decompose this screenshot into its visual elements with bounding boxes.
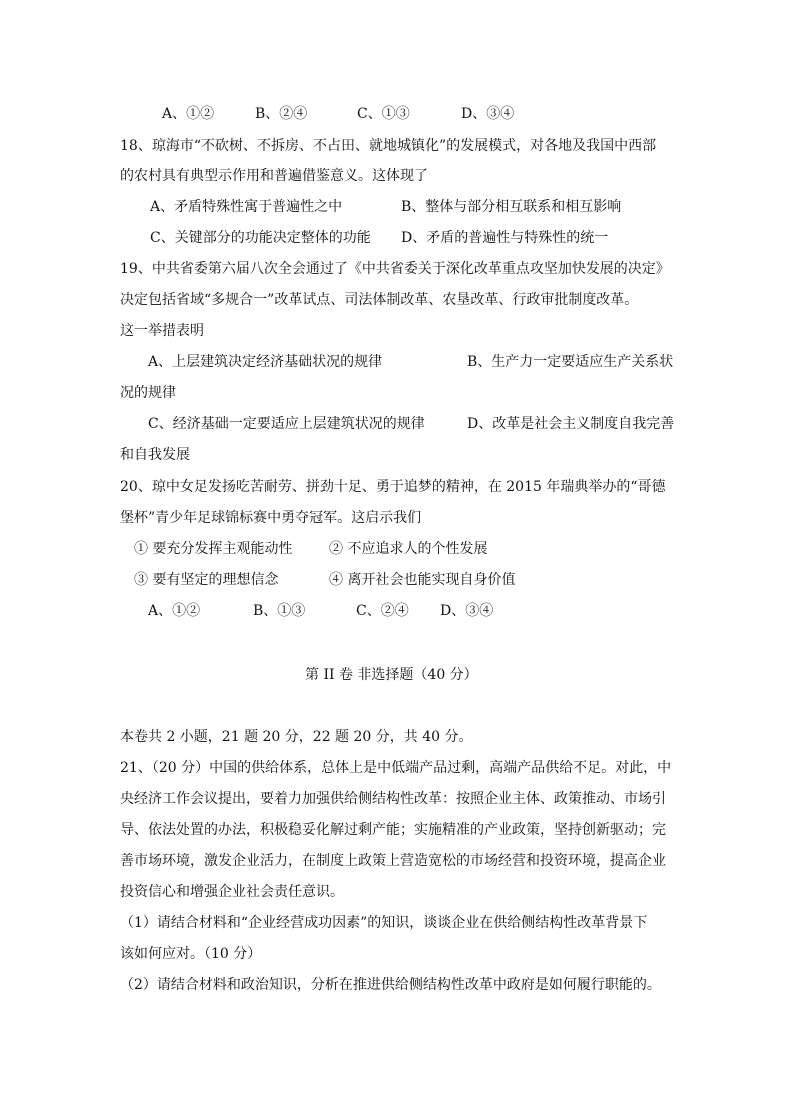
q19-option-d-continuation: 和自我发展 bbox=[120, 447, 190, 463]
q19-stem-line-1: 19、中共省委第六届八次全会通过了《中共省委关于深化改革重点攻坚加快发展的决定》 bbox=[120, 261, 670, 277]
q17-option-c: C、①③ bbox=[357, 106, 410, 122]
q20-statement-4: ④ 离开社会也能实现自身价值 bbox=[329, 572, 516, 588]
q19-option-a: A、上层建筑决定经济基础状况的规律 bbox=[148, 354, 383, 370]
section-2-title: 第 II 卷 非选择题（40 分） bbox=[305, 667, 478, 683]
q20-statement-3: ③ 要有坚定的理想信念 bbox=[134, 572, 279, 588]
q20-option-d: D、③④ bbox=[440, 603, 494, 619]
q21-sub1-line-1: （1）请结合材料和“企业经营成功因素”的知识，谈谈企业在供给侧结构性改革背景下 bbox=[120, 915, 648, 931]
q21-line-2: 央经济工作会议提出，要着力加强供给侧结构性改革：按照企业主体、政策推动、市场引 bbox=[120, 791, 666, 807]
q20-stem-line-1: 20、琼中女足发扬吃苦耐劳、拼劲十足、勇于追梦的精神，在 2015 年瑞典举办的“哥德 bbox=[120, 479, 666, 495]
q18-option-c: C、关键部分的功能决定整体的功能 bbox=[150, 230, 371, 246]
q19-option-b: B、生产力一定要适应生产关系状 bbox=[467, 354, 674, 370]
q18-option-a: A、矛盾特殊性寓于普遍性之中 bbox=[150, 199, 343, 215]
q18-stem-line-1: 18、琼海市“不砍树、不拆房、不占田、就地城镇化”的发展模式，对各地及我国中西部 bbox=[120, 138, 657, 154]
q19-stem-line-3: 这一举措表明 bbox=[120, 323, 204, 339]
q19-option-c: C、经济基础一定要适应上层建筑状况的规律 bbox=[148, 416, 425, 432]
q21-line-3: 导、依法处置的办法，积极稳妥化解过剩产能；实施精准的产业政策，坚持创新驱动；完 bbox=[120, 822, 666, 838]
q17-option-b: B、②④ bbox=[255, 106, 308, 122]
q21-sub1-line-2: 该如何应对。（10 分） bbox=[120, 946, 262, 962]
q18-option-d: D、矛盾的普遍性与特殊性的统一 bbox=[401, 230, 609, 246]
q21-line-4: 善市场环境，激发企业活力，在制度上政策上营造宽松的市场经营和投资环境，提高企业 bbox=[120, 853, 666, 869]
q20-stem-line-2: 堡杯”青少年足球锦标赛中勇夺冠军。这启示我们 bbox=[120, 510, 422, 526]
q17-option-a: A、①② bbox=[162, 106, 215, 122]
q20-option-c: C、②④ bbox=[356, 603, 409, 619]
q19-option-d: D、改革是社会主义制度自我完善 bbox=[467, 416, 675, 432]
q21-line-1: 21、（20 分）中国的供给体系，总体上是中低端产品过剩，高端产品供给不足。对此，中 bbox=[120, 760, 672, 776]
q21-sub2-line-1: （2）请结合材料和政治知识，分析在推进供给侧结构性改革中政府是如何履行职能的。 bbox=[120, 977, 661, 993]
q19-option-b-continuation: 况的规律 bbox=[120, 385, 176, 401]
q18-option-b: B、整体与部分相互联系和相互影响 bbox=[401, 199, 622, 215]
q18-stem-line-2: 的农村具有典型示作用和普遍借鉴意义。这体现了 bbox=[120, 168, 428, 184]
q20-option-b: B、①③ bbox=[253, 603, 306, 619]
section-2-intro: 本卷共 2 小题，21 题 20 分，22 题 20 分，共 40 分。 bbox=[120, 729, 473, 745]
q20-statement-1: ① 要充分发挥主观能动性 bbox=[134, 541, 293, 557]
q21-line-5: 投资信心和增强企业社会责任意识。 bbox=[120, 884, 344, 900]
q17-option-d: D、③④ bbox=[461, 106, 515, 122]
q20-option-a: A、①② bbox=[148, 603, 201, 619]
q20-statement-2: ② 不应追求人的个性发展 bbox=[329, 541, 488, 557]
q19-stem-line-2: 决定包括省域“多规合一”改革试点、司法体制改革、农垦改革、行政审批制度改革。 bbox=[120, 292, 639, 308]
